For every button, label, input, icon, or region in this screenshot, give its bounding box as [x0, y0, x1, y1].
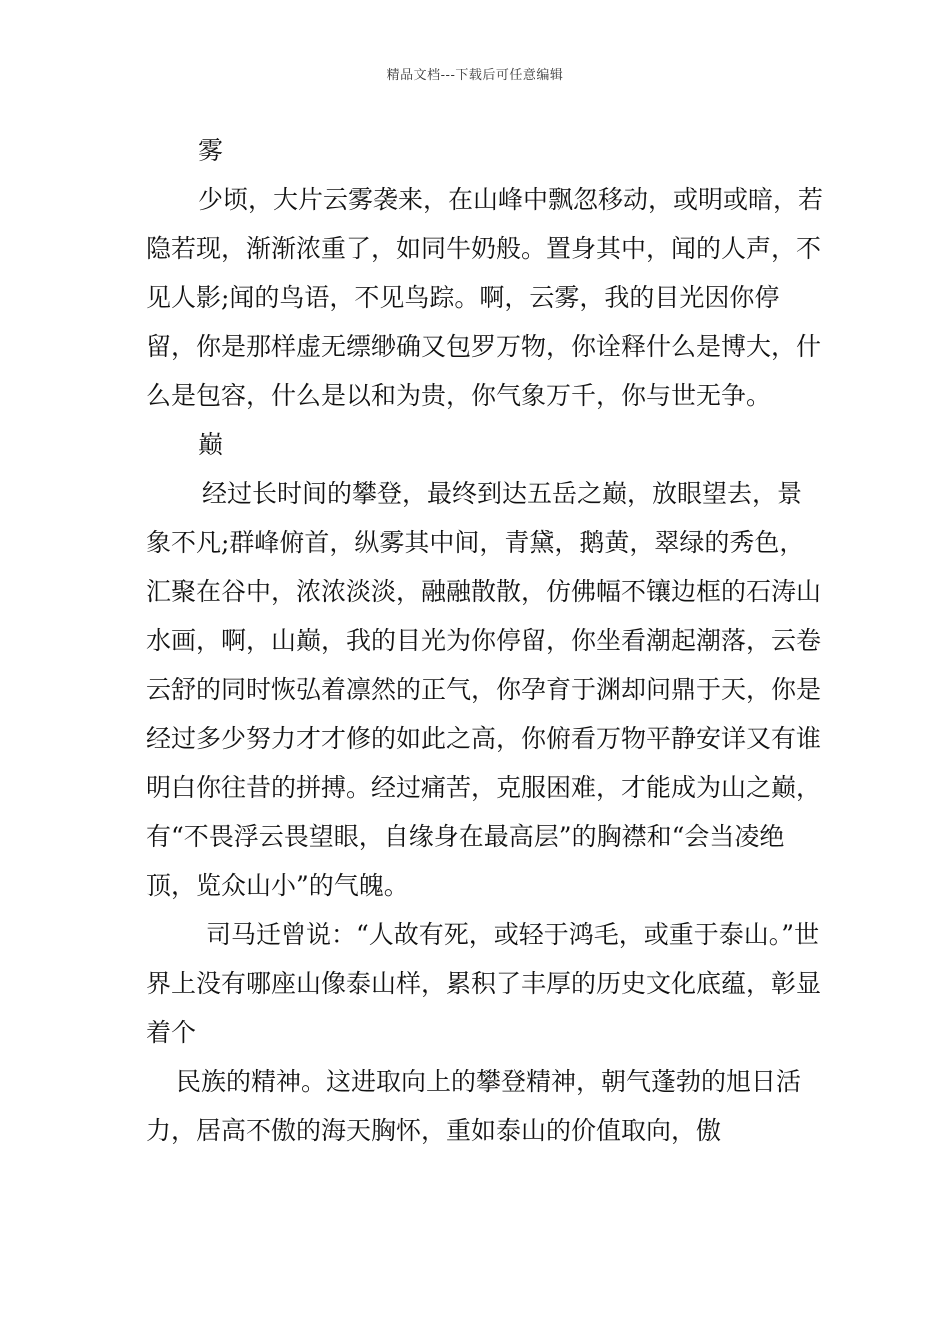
paragraph-national-spirit: 民族的精神。这进取向上的攀登精神，朝气蓬勃的旭日活力，居高不傲的海天胸怀，重如泰山的价值取向，傲 [146, 1067, 802, 1145]
document-body [146, 126, 826, 1155]
paragraph-summit: 经过长时间的攀登，最终到达五岳之巅，放眼望去，景象不凡;群峰俯首，纵雾其中间，青黛，鹅黄，翠绿的秀色，汇聚在谷中，浓浓淡淡，融融散散，仿佛幅不镶边框的石涛山水画，啊，山巅，我的目光为你停留，你坐看潮起潮落，云卷云舒的同时恢弘着凛然的正气，你孕育于渊却问鼎于天，你是经过多少努力才才修的如此之高，你俯看万物平静安详又有谁明白你往昔的拼搏。经过痛苦，克服困难，才能成为山之巅，有“不畏浮云畏望眼，自缘身在最高层”的胸襟和“会当凌绝顶，览众山小”的气魄。 [146, 479, 822, 900]
paragraph-sima-qian-quote: 司马迁曾说：“人故有死，或轻于鸿毛，或重于泰山。”世界上没有哪座山像泰山样，累积了丰厚的历史文化底蕴，彰显着个 [146, 920, 822, 1047]
page-header: 精品文档---下载后可任意编辑 [386, 68, 564, 83]
paragraph-fog: 少顷，大片云雾袭来，在山峰中飘忽移动，或明或暗，若隐若现，渐渐浓重了，如同牛奶般。置身其中，闻的人声，不见人影;闻的鸟语，不见鸟踪。啊，云雾，我的目光因你停留，你是那样虚无缥缈确又包罗万物，你诠释什么是博大，什么是包容，什么是以和为贵，你气象万千，你与世无争。 [146, 185, 824, 410]
section-heading-fog: 雾 [198, 136, 224, 165]
section-heading-summit: 巅 [198, 430, 224, 459]
